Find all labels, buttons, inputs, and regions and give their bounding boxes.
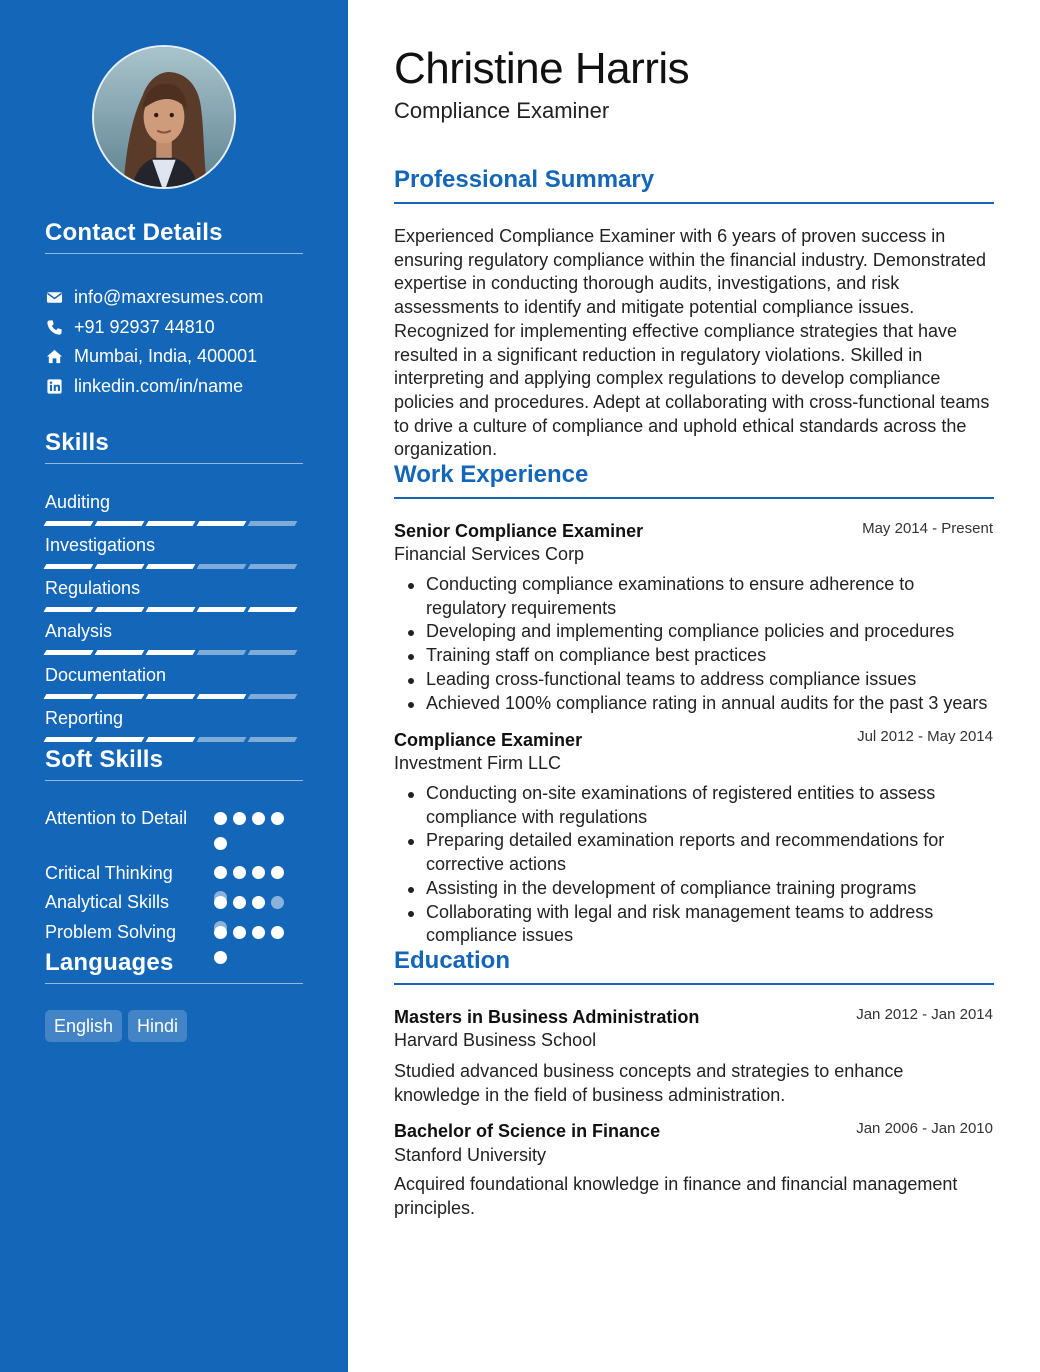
rating-dot xyxy=(214,866,227,879)
skill-level-segment xyxy=(146,564,196,569)
skill-level-segment xyxy=(44,564,94,569)
contact-phone[interactable] xyxy=(45,316,305,338)
skill-investigations xyxy=(45,534,303,569)
skill-level-segment xyxy=(197,650,247,655)
education-degree: Bachelor of Science in Finance xyxy=(394,1121,661,1141)
rating-dot xyxy=(214,896,227,909)
rating-dot xyxy=(252,926,265,939)
rating-dot xyxy=(252,812,265,825)
skill-level-segment xyxy=(197,607,247,612)
job-bullet: Achieved 100% compliance rating in annual audits for the past 3 years xyxy=(394,692,994,716)
job-title: Senior Compliance Examiner xyxy=(394,521,644,541)
envelope-icon xyxy=(45,288,63,306)
sidebar xyxy=(0,0,348,1372)
skill-level-segment xyxy=(44,650,94,655)
job-bullet: Conducting on-site examinations of registered entities to assess compliance with regulations xyxy=(394,782,994,829)
skill-level-bar xyxy=(45,607,303,612)
job-title: Compliance Examiner xyxy=(394,730,583,750)
rating-dot xyxy=(233,866,246,879)
rating-dot xyxy=(271,812,284,825)
job-date: May 2014 - Present xyxy=(862,520,993,537)
rating-dot xyxy=(214,837,227,850)
job-bullets xyxy=(394,573,994,715)
skill-level-segment xyxy=(95,607,145,612)
skill-level-segment xyxy=(197,521,247,526)
skill-level-segment xyxy=(248,737,298,742)
rating-dot xyxy=(233,812,246,825)
rating-dot xyxy=(252,866,265,879)
skill-analysis xyxy=(45,620,303,655)
rating-dot xyxy=(271,896,284,909)
skill-level-segment xyxy=(95,737,145,742)
education-degree: Masters in Business Administration xyxy=(394,1007,700,1027)
linkedin-icon xyxy=(45,377,63,395)
soft-skill-label: Attention to Detail xyxy=(45,808,188,828)
contact-location xyxy=(45,345,305,367)
education-description: Studied advanced business concepts and strategies to enhance knowledge in the field of business administration. xyxy=(394,1061,904,1105)
education-date: Jan 2012 - Jan 2014 xyxy=(856,1006,993,1023)
skill-level-segment xyxy=(197,694,247,699)
summary-heading: Professional Summary xyxy=(394,166,994,204)
contact-heading: Contact Details xyxy=(45,219,303,254)
rating-dot xyxy=(252,896,265,909)
skill-level-segment xyxy=(248,650,298,655)
skill-level-segment xyxy=(44,521,94,526)
skill-level-segment xyxy=(44,694,94,699)
soft-skill-rating xyxy=(214,812,294,850)
skill-label: Documentation xyxy=(45,665,167,685)
skill-level-segment xyxy=(146,650,196,655)
summary-text: Experienced Compliance Examiner with 6 years of proven success in ensuring regulatory compliance within the financial industry. Demonstrated expertise in conducting thorough audits, investigations, and risk assessments to identify and mitigate potential compliance issues. Recognized for implementing effective compliance strategies that have resulted in a significant reduction in regulatory violations. Skilled in interpreting and applying complex regulations to develop compliance policies and procedures. Adept at collaborating with cross-functional teams to drive a culture of compliance and uphold ethical standards across the organization. xyxy=(394,226,990,460)
skill-level-segment xyxy=(248,564,298,569)
skill-level-bar xyxy=(45,521,303,526)
skill-reporting xyxy=(45,707,303,742)
contact-location-text: Mumbai, India, 400001 xyxy=(74,345,258,366)
job-bullet: Assisting in the development of compliance training programs xyxy=(394,877,994,901)
rating-dot xyxy=(233,926,246,939)
skills-heading: Skills xyxy=(45,429,303,464)
education-date: Jan 2006 - Jan 2010 xyxy=(856,1120,993,1137)
soft-skills-heading: Soft Skills xyxy=(45,746,303,781)
skill-level-segment xyxy=(248,694,298,699)
skill-level-segment xyxy=(95,521,145,526)
skill-label: Regulations xyxy=(45,578,141,598)
contact-email[interactable] xyxy=(45,286,305,308)
experience-heading: Work Experience xyxy=(394,461,994,499)
education-school: Harvard Business School xyxy=(394,1030,597,1050)
rating-dot xyxy=(233,896,246,909)
skill-label: Analysis xyxy=(45,621,113,641)
language-tag: Hindi xyxy=(128,1010,187,1042)
job-company: Financial Services Corp xyxy=(394,544,585,564)
job-bullet: Training staff on compliance best practices xyxy=(394,644,994,668)
skill-level-segment xyxy=(44,607,94,612)
candidate-title: Compliance Examiner xyxy=(394,98,610,123)
rating-dot xyxy=(214,926,227,939)
skill-level-segment xyxy=(248,521,298,526)
skill-label: Reporting xyxy=(45,708,124,728)
skill-level-segment xyxy=(44,737,94,742)
rating-dot xyxy=(271,866,284,879)
home-icon xyxy=(45,347,63,365)
profile-photo xyxy=(92,45,236,189)
skill-level-segment xyxy=(197,564,247,569)
contact-email-text: info@maxresumes.com xyxy=(74,286,264,307)
language-tag: English xyxy=(45,1010,122,1042)
skill-level-segment xyxy=(95,694,145,699)
job-bullets xyxy=(394,782,994,948)
skill-level-bar xyxy=(45,650,303,655)
skill-level-segment xyxy=(95,564,145,569)
soft-skill-label: Analytical Skills xyxy=(45,892,170,912)
skill-label: Auditing xyxy=(45,492,111,512)
skill-level-segment xyxy=(146,737,196,742)
skill-regulations xyxy=(45,577,303,612)
job-bullet: Developing and implementing compliance policies and procedures xyxy=(394,620,994,644)
person-photo-icon xyxy=(94,47,234,187)
job-bullet: Conducting compliance examinations to ensure adherence to regulatory requirements xyxy=(394,573,994,620)
skill-level-bar xyxy=(45,694,303,699)
job-bullet: Preparing detailed examination reports and recommendations for corrective actions xyxy=(394,829,994,876)
job-bullet: Collaborating with legal and risk management teams to address compliance issues xyxy=(394,901,994,948)
job-date: Jul 2012 - May 2014 xyxy=(857,728,993,745)
phone-icon xyxy=(45,318,63,336)
soft-skill-label: Critical Thinking xyxy=(45,863,173,883)
contact-linkedin[interactable] xyxy=(45,375,305,397)
candidate-name: Christine Harris xyxy=(394,44,690,93)
languages-heading: Languages xyxy=(45,949,303,984)
contact-phone-text: +91 92937 44810 xyxy=(74,316,215,337)
rating-dot xyxy=(214,812,227,825)
education-school: Stanford University xyxy=(394,1145,547,1165)
skill-documentation xyxy=(45,664,303,699)
job-bullet: Leading cross-functional teams to address compliance issues xyxy=(394,668,994,692)
skill-level-segment xyxy=(197,737,247,742)
skill-auditing xyxy=(45,491,303,526)
soft-skill-label: Problem Solving xyxy=(45,922,177,942)
skill-level-bar xyxy=(45,737,303,742)
education-description: Acquired foundational knowledge in finance and financial management principles. xyxy=(394,1174,958,1218)
job-company: Investment Firm LLC xyxy=(394,753,562,773)
skill-label: Investigations xyxy=(45,535,156,555)
skill-level-bar xyxy=(45,564,303,569)
contact-linkedin-text: linkedin.com/in/name xyxy=(74,375,244,396)
rating-dot xyxy=(271,926,284,939)
skill-level-segment xyxy=(248,607,298,612)
education-heading: Education xyxy=(394,947,994,985)
skill-level-segment xyxy=(95,650,145,655)
skill-level-segment xyxy=(146,521,196,526)
skill-level-segment xyxy=(146,607,196,612)
skill-level-segment xyxy=(146,694,196,699)
